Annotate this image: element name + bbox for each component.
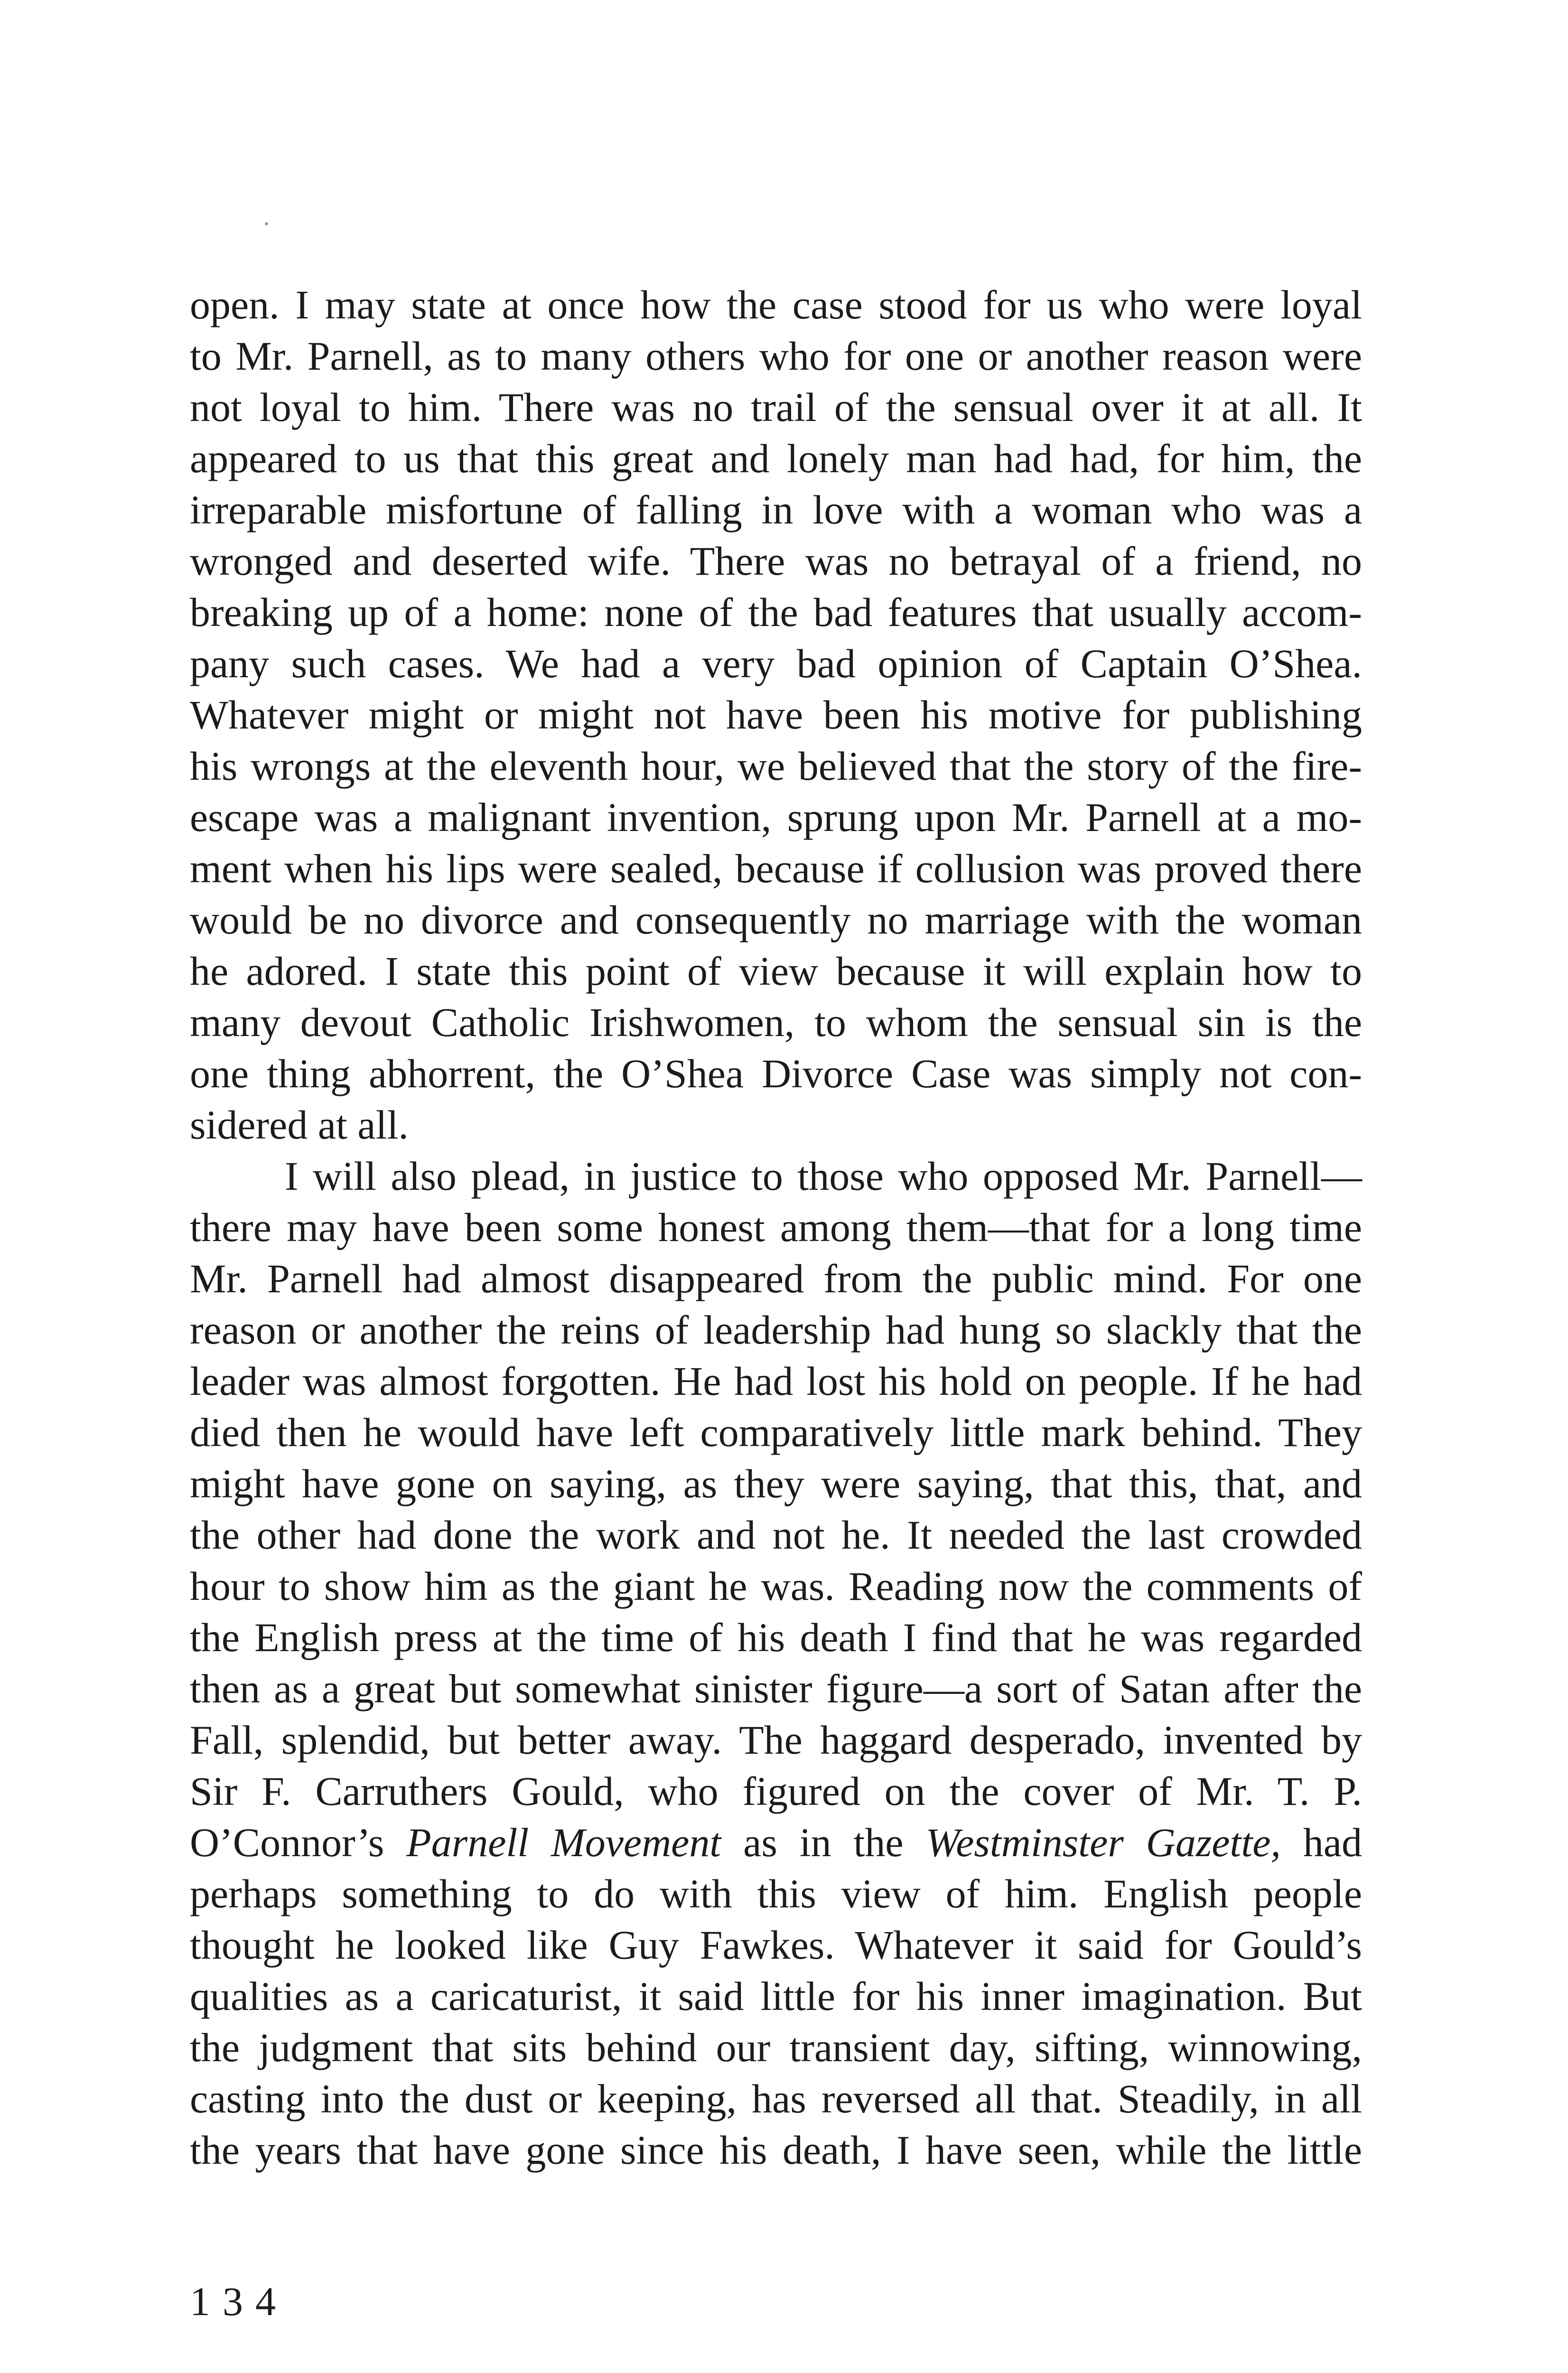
text-line: qualities as a caricaturist, it said little for his inner imagination. But bbox=[190, 1973, 1362, 2019]
text-line: many devout Catholic Irishwomen, to whom the sensual sin is the bbox=[190, 1000, 1362, 1045]
text-line: hour to show him as the giant he was. Reading now the comments of bbox=[190, 1563, 1362, 1609]
text-line: not loyal to him. There was no trail of the sensual over it at all. It bbox=[190, 384, 1362, 430]
text-line: Fall, splendid, but better away. The haggard desperado, invented by bbox=[190, 1717, 1362, 1763]
text-line: reason or another the reins of leadership had hung so slackly that the bbox=[190, 1307, 1362, 1353]
text-line: there may have been some honest among them—that for a long time bbox=[190, 1205, 1362, 1250]
periodical-title: Westminster Gazette, bbox=[925, 1820, 1281, 1865]
text-line: I will also plead, in justice to those who opposed Mr. Parnell— bbox=[285, 1153, 1362, 1199]
text-line: ment when his lips were sealed, because if collusion was proved there bbox=[190, 846, 1362, 891]
ink-speck bbox=[265, 222, 268, 225]
text-line: pany such cases. We had a very bad opinion of Captain O’Shea. bbox=[190, 641, 1362, 686]
text-line: irreparable misfortune of falling in love with a woman who was a bbox=[190, 487, 1362, 533]
text-line: the English press at the time of his death I find that he was regarded bbox=[190, 1615, 1362, 1660]
text-line: sidered at all. bbox=[190, 1102, 409, 1148]
text-line: to Mr. Parnell, as to many others who for one or another reason were bbox=[190, 333, 1362, 379]
text-line: Mr. Parnell had almost disappeared from the public mind. For one bbox=[190, 1256, 1362, 1301]
text-line: thought he looked like Guy Fawkes. Whatever it said for Gould’s bbox=[190, 1922, 1362, 1968]
text-line: perhaps something to do with this view of him. English people bbox=[190, 1871, 1362, 1916]
text-line: Sir F. Carruthers Gould, who figured on the cover of Mr. T. P. bbox=[190, 1768, 1362, 1814]
text-line: his wrongs at the eleventh hour, we believed that the story of the fire- bbox=[190, 743, 1362, 789]
text-line: the other had done the work and not he. It needed the last crowded bbox=[190, 1512, 1362, 1558]
text-line: one thing abhorrent, the O’Shea Divorce Case was simply not con- bbox=[190, 1051, 1362, 1096]
line-text: O’Connor’s bbox=[190, 1820, 407, 1865]
line-text: as in the bbox=[721, 1820, 926, 1865]
text-line: the years that have gone since his death, I have seen, while the little bbox=[190, 2127, 1362, 2173]
text-line: casting into the dust or keeping, has reversed all that. Steadily, in all bbox=[190, 2076, 1362, 2121]
text-line: Whatever might or might not have been his motive for publishing bbox=[190, 692, 1362, 738]
text-line: would be no divorce and consequently no marriage with the woman bbox=[190, 897, 1362, 943]
text-line: he adored. I state this point of view because it will explain how to bbox=[190, 948, 1362, 994]
text-line: appeared to us that this great and lonely man had had, for him, the bbox=[190, 436, 1362, 481]
text-line: the judgment that sits behind our transient day, sifting, winnowing, bbox=[190, 2025, 1362, 2070]
text-line: then as a great but somewhat sinister figure—a sort of Satan after the bbox=[190, 1666, 1362, 1711]
page-number: 134 bbox=[190, 2279, 288, 2324]
text-line-with-titles bbox=[190, 1817, 1362, 1868]
text-line: died then he would have left comparatively little mark behind. They bbox=[190, 1410, 1362, 1455]
line-text: had bbox=[1280, 1820, 1363, 1865]
text-line: escape was a malignant invention, sprung upon Mr. Parnell at a mo- bbox=[190, 794, 1362, 840]
text-line: breaking up of a home: none of the bad features that usually accom- bbox=[190, 589, 1362, 635]
text-line: open. I may state at once how the case stood for us who were loyal bbox=[190, 282, 1362, 327]
text-line: leader was almost forgotten. He had lost his hold on people. If he had bbox=[190, 1358, 1362, 1404]
body-text bbox=[190, 279, 1362, 2176]
book-title: Parnell Movement bbox=[406, 1820, 721, 1865]
text-line: might have gone on saying, as they were saying, that this, that, and bbox=[190, 1461, 1362, 1506]
text-line: wronged and deserted wife. There was no betrayal of a friend, no bbox=[190, 538, 1362, 584]
